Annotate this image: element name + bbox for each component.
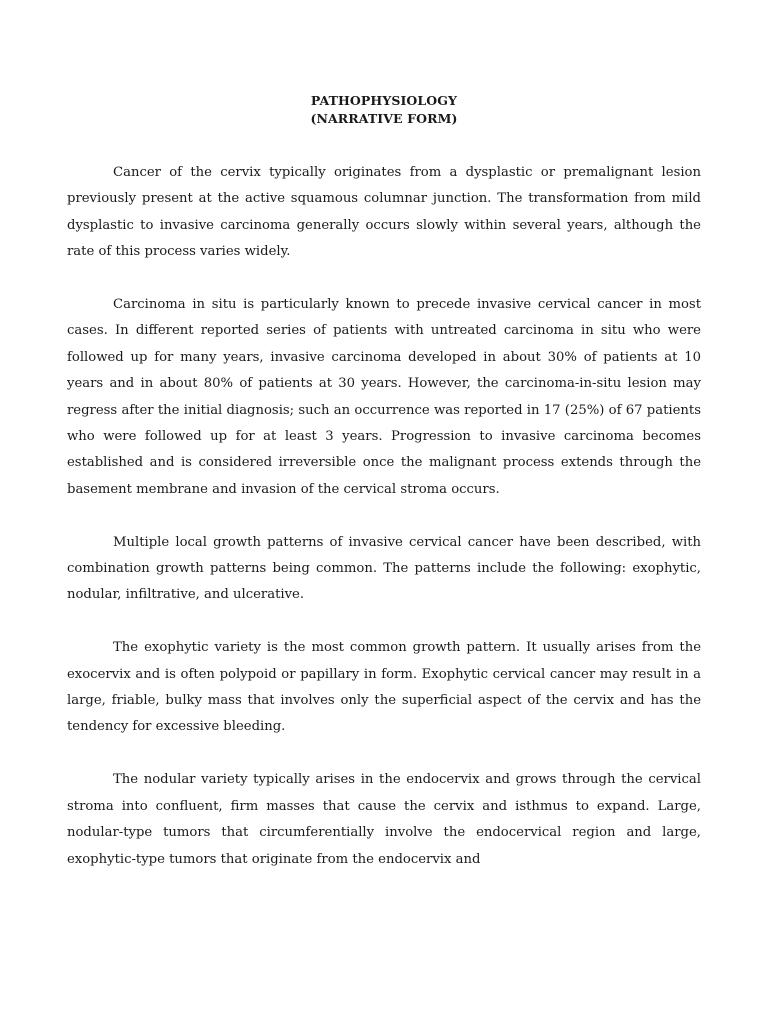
paragraph-5: The nodular variety typically arises in the endocervix and grows through the cervical stroma into confluent, firm masses that cause the cervix and isthmus to expand. Large, nodular-type tumors that circumferentially involve the endocervical region and large, exophytic-type tumors that originate from the endocervix and bbox=[67, 772, 701, 867]
title-line-2: (NARRATIVE FORM) bbox=[310, 111, 458, 126]
title-line-1: PATHOPHYSIOLOGY bbox=[310, 93, 458, 108]
paragraph-3: Multiple local growth patterns of invasive cervical cancer have been described, with combination growth patterns being common. The patterns include the following: exophytic, nodular, infiltrative, and ulcerative. bbox=[67, 534, 701, 603]
paragraph-1: Cancer of the cervix typically originates from a dysplastic or premalignant lesion previously present at the active squamous columnar junction. The transformation from mild dysplastic to invasive carcinoma generally occurs slowly within several years, although the rate of this process varies widely. bbox=[67, 165, 701, 260]
document-body bbox=[67, 160, 701, 873]
paragraph-2: Carcinoma in situ is particularly known to precede invasive cervical cancer in most cases. In different reported series of patients with untreated carcinoma in situ who were followed up for many years, invasive carcinoma developed in about 30% of patients at 10 years and in about 80% of patients at 30 years. However, the carcinoma-in-situ lesion may regress after the initial diagnosis; such an occurrence was reported in 17 (25%) of 67 patients who were followed up for at least 3 years. Progression to invasive carcinoma becomes established and is considered irreversible once the malignant process extends through the basement membrane and invasion of the cervical stroma occurs. bbox=[67, 297, 701, 497]
paragraph-4: The exophytic variety is the most common growth pattern. It usually arises from the exocervix and is often polypoid or papillary in form. Exophytic cervical cancer may result in a large, friable, bulky mass that involves only the superficial aspect of the cervix and has the tendency for excessive bleeding. bbox=[67, 640, 701, 735]
document-title bbox=[0, 92, 768, 128]
